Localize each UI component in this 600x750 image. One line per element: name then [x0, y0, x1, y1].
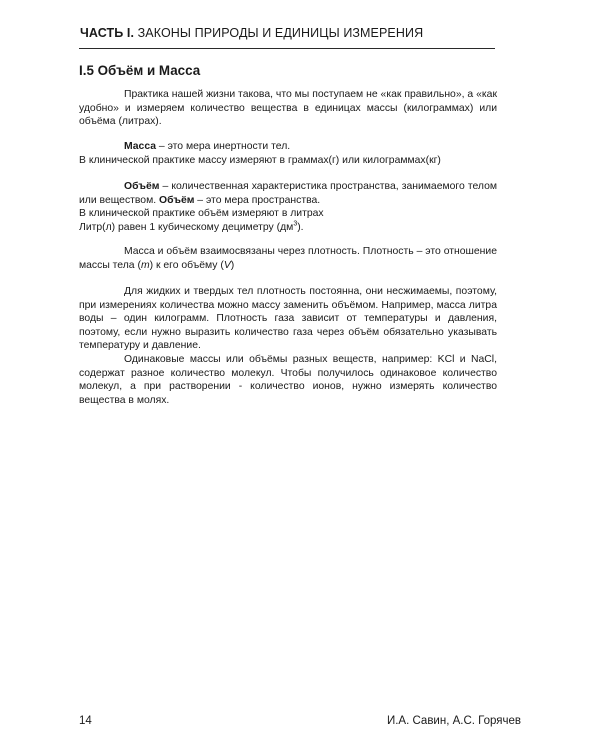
density-v: V: [223, 259, 231, 271]
density-text-3: ): [230, 259, 235, 271]
volume-definition-text: – количественная характеристика пространства, занимаемого телом или веществом.: [79, 181, 497, 206]
part-label: ЧАСТЬ I.: [80, 26, 135, 40]
density-text-1: Масса и объём взаимосвязаны через плотность. Плотность – это отношение массы тела (: [79, 246, 497, 271]
density-block: [79, 245, 497, 272]
volume-definition-text-2: – это мера пространства.: [194, 194, 321, 206]
liter-text: Литр(л) равен 1 кубическому дециметру (дм: [79, 221, 294, 233]
mass-definition-text: – это мера инертности тел.: [156, 141, 291, 152]
mass-term: Масса: [124, 141, 157, 152]
intro-block: [79, 88, 497, 129]
liter-definition: [79, 221, 497, 235]
substances-paragraph: Одинаковые массы или объёмы разных веществ, например: KCl и NaCl, содержат разное количество молекул. Чтобы получилось одинаковое количество молекул, а при растворении - количество ионов, нужно измерять количество вещества в молях.: [79, 353, 497, 406]
liquids-block: [79, 285, 497, 407]
part-title: ЗАКОНЫ ПРИРОДЫ И ЕДИНИЦЫ ИЗМЕРЕНИЯ: [134, 26, 424, 40]
density-text-2: ) к его объёму (: [149, 259, 224, 271]
liquids-paragraph: Для жидких и твердых тел плотность постоянна, они несжимаемы, поэтому, при измерениях количества можно массу заменить объёмом. Например, масса литра воды – один килограмм. Плотность газа зависит от температуры и давления, поэтому, если нужно выразить количество газа через объём обязательно указывать температуру и давление.: [79, 286, 497, 352]
mass-practice: В клинической практике массу измеряют в граммах(г) или килограммах(кг): [79, 154, 441, 166]
volume-term: Объём: [124, 181, 160, 192]
density-m: m: [140, 259, 150, 271]
page-number: 14: [79, 715, 92, 727]
liter-end: ).: [297, 221, 304, 233]
section-title: I.5 Объём и Масса: [79, 63, 201, 78]
mass-definition: [79, 140, 497, 154]
running-header: [80, 26, 423, 40]
volume-term-2: Объём: [159, 194, 195, 206]
density-paragraph: [79, 245, 497, 272]
mass-block: [79, 140, 497, 167]
volume-definition: [79, 180, 497, 207]
volume-practice: В клинической практике объём измеряют в литрах: [79, 208, 324, 220]
volume-block: [79, 180, 497, 234]
intro-paragraph: Практика нашей жизни такова, что мы поступаем не «как правильно», а «как удобно» и измеряем количество вещества в единицах массы (килограммах) или объёма (литрах).: [79, 89, 497, 128]
page-authors: И.А. Савин, А.С. Горячев: [386, 715, 521, 727]
liter-exponent: 3: [293, 220, 298, 228]
header-rule: [79, 48, 495, 49]
